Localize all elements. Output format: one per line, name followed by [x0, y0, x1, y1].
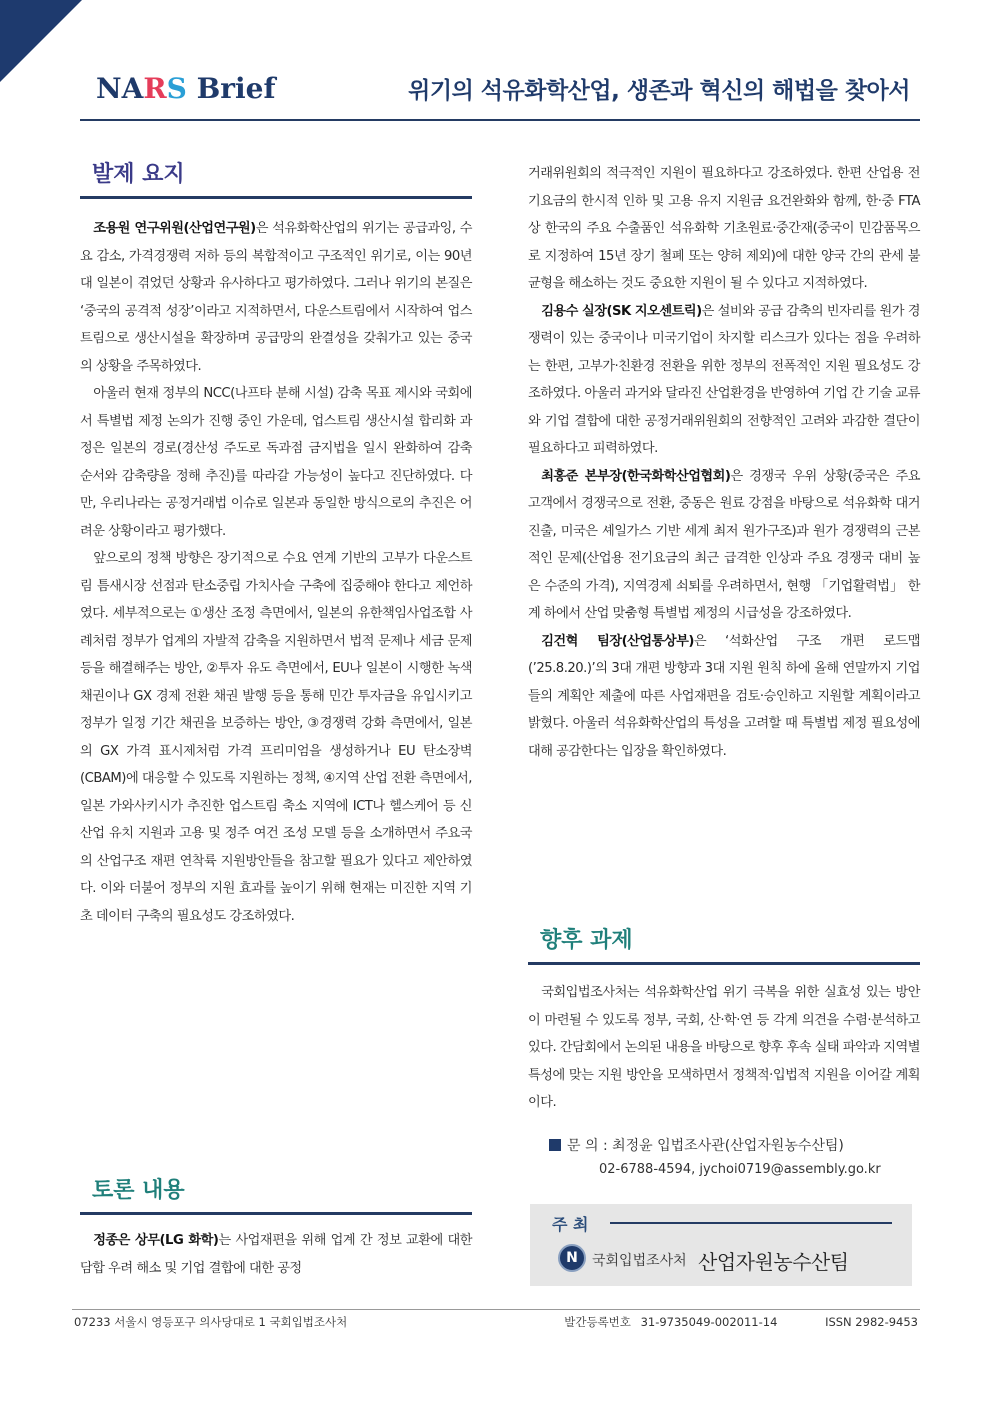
- nars-brief-logo: NARS Brief: [96, 72, 276, 105]
- registration-number: 31-9735049-002011-14: [640, 1315, 778, 1329]
- summary-paragraph: 앞으로의 정책 방향은 장기적으로 수요 연계 기반의 고부가 다운스트림 틈새시장 선점과 탄소중립 가치사슬 구축에 집중해야 한다고 제언하였다. 세부적으로는 ①생산 조정 측면에서, 일본의 유한책임사업조합 사례처럼 정부가 업계의 자발적 감축을 지원하면서 법적 문제나 세금 문제 등을 해결해주는 방안, ②투자 유도 측면에서, EU나 일본이 시행한 녹색 채권이나 GX 경제 전환 채권 발행 등을 통해 민간 투자금을 유입시키고 정부가 일정 기간 채권을 보증하는 방안, ③경쟁력 강화 측면에서, 일본의 GX 가격 표시제처럼 가격 프리미엄을 생성하거나 EU 탄소장벽(CBAM)에 대응할 수 있도록 지원하는 정책, ④지역 산업 전환 측면에서, 일본 가와사키시가 추진한 업스트림 축소 지역에 ICT나 헬스케어 등 신산업 유치 지원과 고용 및 정주 여건 조성 모델 등을 소개하면서 주요국의 산업구조 재편 연착륙 지원방안들을 참고할 필요가 있다고 제안하였다. 이와 더불어 정부의 지원 효과를 높이기 위해 현재는 미진한 지역 기초 데이터 구축의 필요성도 강조하였다.: [80, 551, 472, 924]
- footer-registration: [558, 1314, 918, 1330]
- host-team: 산업자원농수산팀: [698, 1250, 849, 1274]
- section-title-summary: 발제 요지: [92, 162, 185, 187]
- contact-person: 문 의 : 최정윤 입법조사관(산업자원농수산팀): [567, 1138, 844, 1154]
- section-rule: [80, 1212, 472, 1215]
- page-title: 위기의 석유화학산업, 생존과 혁신의 해법을 찾아서: [408, 78, 910, 104]
- summary-paragraph: 조용원 연구위원(산업연구원)은 석유화학산업의 위기는 공급과잉, 수요 감소, 가격경쟁력 저하 등의 복합적이고 구조적인 위기로, 이는 90년대 일본이 겪었던 상황과 유사하다고 평가하였다. 그러나 위기의 본질은 ‘중국의 공격적 성장’이라고 지적하면서, 다운스트림에서 시작하여 업스트림으로 생산시설을 확장하며 공급망의 완결성을 갖춰가고 있는 중국의 상황을 주목하였다.: [80, 221, 472, 374]
- nars-emblem-icon: N: [558, 1244, 586, 1272]
- discussion-paragraph: 최홍준 본부장(한국화학산업협회)은 경쟁국 우위 상황(중국은 주요 고객에서 경쟁국으로 전환, 중동은 원료 강점을 바탕으로 석유화학 대거 진출, 미국은 셰일가스 기반 세계 최저 원가구조)과 원가 경쟁력의 근본적인 문제(산업용 전기요금의 최근 급격한 인상과 주요 경쟁국 대비 높은 수준의 가격), 지역경제 쇠퇴를 우려하면서, 현행 「기업활력법」 한계 하에서 산업 맞춤형 특별법 제정의 시급성을 강조하였다.: [528, 468, 920, 621]
- discussion-paragraph: 김용수 실장(SK 지오센트릭)은 설비와 공급 감축의 빈자리를 원가 경쟁력이 있는 중국이나 미국기업이 차지할 리스크가 있다는 점을 우려하는 한편, 고부가·친환경 전환을 위한 정부의 전폭적인 지원 필요성도 강조하였다. 아울러 과거와 달라진 산업환경을 반영하여 기업 간 기술 교류와 기업 결합에 대한 공정거래위원회의 전향적인 고려와 과감한 결단이 필요하다고 피력하였다.: [528, 303, 920, 456]
- footer-divider: [72, 1309, 920, 1310]
- page-header: [96, 66, 910, 110]
- contact-info: [549, 1134, 919, 1182]
- host-box: [530, 1204, 912, 1286]
- section-title-discussion: 토론 내용: [92, 1178, 185, 1203]
- discussion-continued: [528, 160, 920, 765]
- discussion-paragraph: 거래위원회의 적극적인 지원이 필요하다고 강조하였다. 한편 산업용 전기요금의 한시적 인하 및 고용 유지 지원금 요건완화와 함께, 한·중 FTA 상 한국의 주요 수출품인 석유화학 기초원료·중간재(중국이 민감품목으로 지정하여 15년 장기 철폐 또는 양허 제외)에 대한 양국 간의 관세 불균형을 해소하는 것도 중요한 지원이 될 수 있다고 지적하였다.: [528, 166, 920, 291]
- section-rule: [528, 962, 920, 965]
- discussion-paragraph: 김건혁 팀장(산업통상부)은 ‘석화산업 구조 개편 로드맵(’25.8.20.)’의 3대 개편 방향과 3대 지원 원칙 하에 올해 연말까지 기업들의 계획안 제출에 따른 사업재편을 검토·승인하고 지원할 계획이라고 밝혔다. 아울러 석유화학산업의 특성을 고려할 때 특별법 제정 필요성에 대해 공감한다는 입장을 확인하였다.: [528, 633, 920, 759]
- summary-section: [80, 160, 472, 930]
- header-divider: [80, 119, 920, 121]
- registration-label: 발간등록번호: [564, 1315, 631, 1329]
- section-title-future: 향후 과제: [540, 928, 633, 953]
- discussion-paragraph: 정종은 상무(LG 화학)는 사업재편을 위해 업계 간 정보 교환에 대한 담합 우려 해소 및 기업 결합에 대한 공정: [80, 1233, 473, 1276]
- corner-triangle-decoration: [0, 0, 82, 82]
- footer-address: 07233 서울시 영등포구 의사당대로 1 국회입법조사처: [74, 1315, 348, 1329]
- host-organization: 국회입법조사처: [592, 1253, 687, 1269]
- discussion-section: [80, 1176, 472, 1282]
- host-rule: [610, 1222, 892, 1224]
- summary-paragraph: 아울러 현재 정부의 NCC(나프타 분해 시설) 감축 목표 제시와 국회에서 특별법 제정 논의가 진행 중인 가운데, 업스트림 생산시설 합리화 과정은 일본의 경로(경산성 주도로 독과점 금지법을 일시 완화하여 감축 순서와 감축량을 정해 추진)를 따라갈 가능성이 높다고 진단하였다. 다만, 우리나라는 공정거래법 이슈로 일본과 동일한 방식으로의 추진은 어려운 상황이라고 평가했다.: [80, 386, 472, 539]
- future-paragraph: 국회입법조사처는 석유화학산업 위기 극복을 위한 실효성 있는 방안이 마련될 수 있도록 정부, 국회, 산·학·연 등 각계 의견을 수렴·분석하고 있다. 간담회에서 논의된 내용을 바탕으로 향후 후속 실태 파악과 지역별 특성에 맞는 지원 방안을 모색하면서 정책적·입법적 지원을 이어갈 계획이다.: [528, 985, 920, 1110]
- contact-details: 02-6788-4594, jychoi0719@assembly.go.kr: [599, 1162, 881, 1177]
- section-rule: [80, 196, 472, 199]
- bullet-square-icon: [549, 1139, 561, 1151]
- future-section: [528, 926, 920, 1117]
- host-label: 주 최: [552, 1215, 589, 1234]
- issn-number: ISSN 2982-9453: [825, 1315, 918, 1329]
